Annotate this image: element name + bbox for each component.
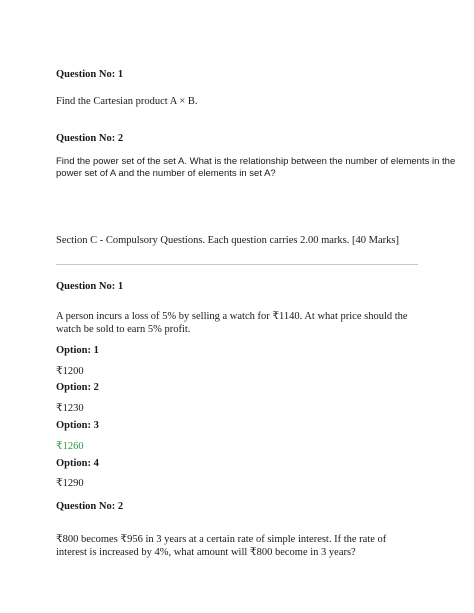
section-divider xyxy=(56,264,418,265)
question-text: ₹800 becomes ₹956 in 3 years at a certain rate of simple interest. If the rate of interest is increased by 4%, what amount will ₹800 become in 3 years? xyxy=(56,534,387,558)
section-header: Section C - Compulsory Questions. Each question carries 2.00 marks. [40 Marks] xyxy=(56,235,399,246)
question-heading: Question No: 2 xyxy=(56,501,124,512)
question-text-line: Find the power set of the set A. What is the relationship between the number of elements in the xyxy=(56,156,456,167)
correct-option-value: ₹1260 xyxy=(56,441,84,452)
option-label: Option: 1 xyxy=(56,345,99,356)
option-value: ₹1200 xyxy=(56,366,84,377)
question-text-line: power set of A and the number of elements in set A? xyxy=(56,168,276,179)
question-text: A person incurs a loss of 5% by selling a watch for ₹1140. At what price should the watch be sold to earn 5% profit. xyxy=(56,311,408,335)
question-heading: Question No: 1 xyxy=(56,69,124,80)
option-label: Option: 4 xyxy=(56,458,99,469)
question-heading: Question No: 2 xyxy=(56,133,124,144)
question-heading: Question No: 1 xyxy=(56,281,124,292)
option-label: Option: 3 xyxy=(56,420,99,431)
option-value: ₹1290 xyxy=(56,478,84,489)
option-value: ₹1230 xyxy=(56,403,84,414)
question-text: Find the Cartesian product A × B. xyxy=(56,96,198,107)
option-label: Option: 2 xyxy=(56,382,99,393)
